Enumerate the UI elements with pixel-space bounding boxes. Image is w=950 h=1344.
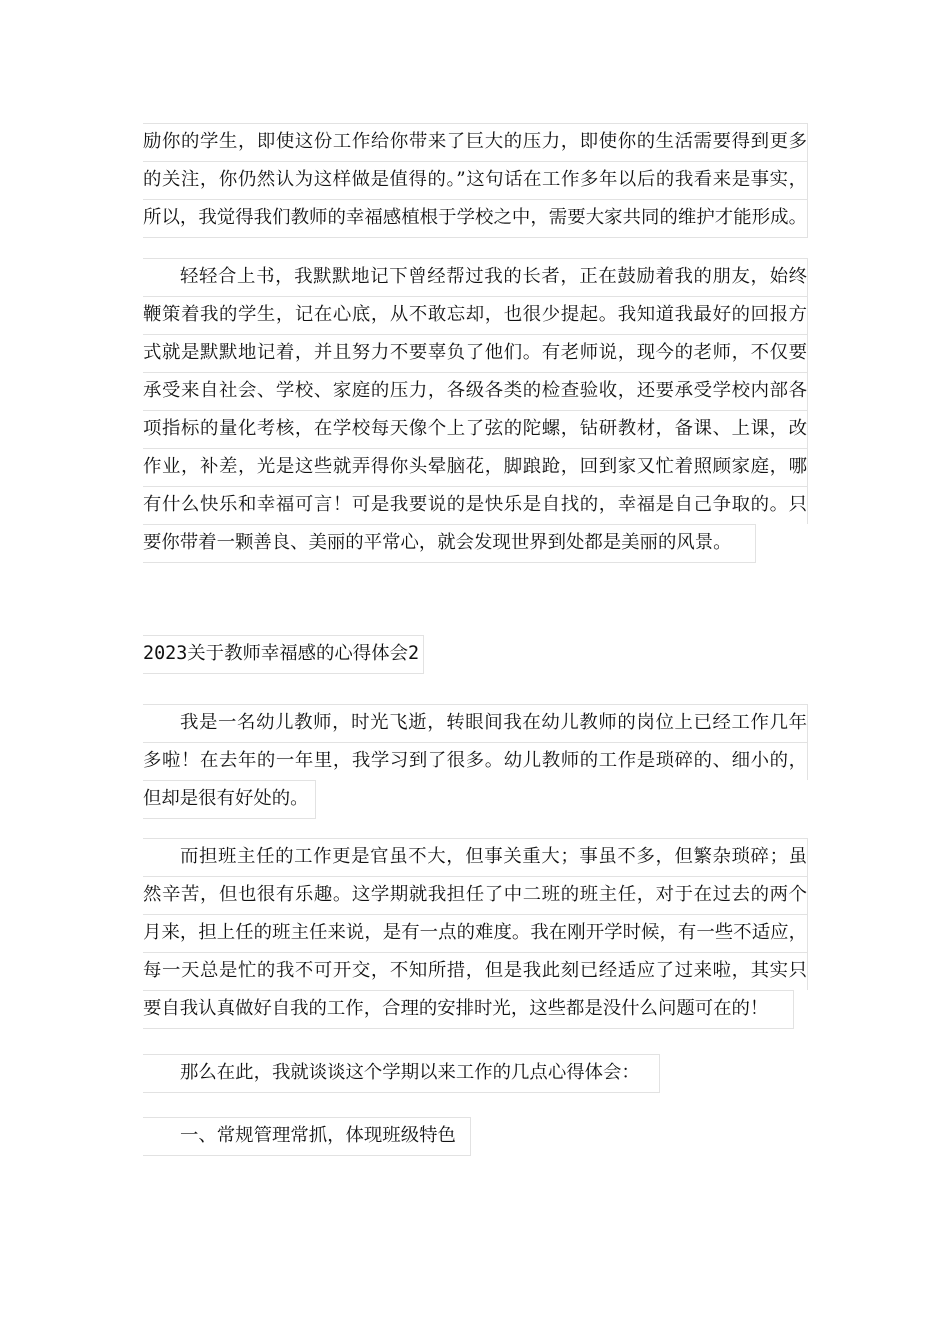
text-line: 我是一名幼儿教师，时光飞逝，转眼间我在幼儿教师的岗位上已经工作几年 xyxy=(143,704,808,742)
text-line: 而担班主任的工作更是官虽不大，但事关重大；事虽不多，但繁杂琐碎；虽 xyxy=(143,838,808,876)
text-line: 每一天总是忙的我不可开交，不知所措，但是我此刻已经适应了过来啦，其实只 xyxy=(143,952,808,990)
text-line: 一、常规管理常抓，体现班级特色 xyxy=(143,1117,471,1156)
text-line: 作业，补差，光是这些就弄得你头晕脑花，脚踉跄，回到家又忙着照顾家庭，哪 xyxy=(143,448,808,486)
paragraph-section-one xyxy=(143,1117,471,1156)
text-line: 的关注，你仍然认为这样做是值得的。”这句话在工作多年以后的我看来是事实， xyxy=(143,161,808,199)
paragraph-continuation xyxy=(143,123,808,238)
text-line: 多啦！在去年的一年里，我学习到了很多。幼儿教师的工作是琐碎的、细小的， xyxy=(143,742,808,780)
text-line: 所以，我觉得我们教师的幸福感植根于学校之中，需要大家共同的维护才能形成。 xyxy=(143,199,808,238)
text-line: 项指标的量化考核，在学校每天像个上了弦的陀螺，钻研教材，备课、上课，改 xyxy=(143,410,808,448)
text-line: 月来，担上任的班主任来说，是有一点的难度。我在刚开学时候，有一些不适应， xyxy=(143,914,808,952)
text-line: 要自我认真做好自我的工作，合理的安排时光，这些都是没什么问题可在的！ xyxy=(143,990,794,1029)
text-line: 励你的学生，即使这份工作给你带来了巨大的压力，即使你的生活需要得到更多 xyxy=(143,123,808,161)
text-line: 式就是默默地记着，并且努力不要辜负了他们。有老师说，现今的老师，不仅要 xyxy=(143,334,808,372)
paragraph-talk xyxy=(143,1054,660,1093)
text-line: 轻轻合上书，我默默地记下曾经帮过我的长者，正在鼓励着我的朋友，始终 xyxy=(143,258,808,296)
text-line: 有什么快乐和幸福可言！可是我要说的是快乐是自找的，幸福是自己争取的。只 xyxy=(143,486,808,524)
paragraph-book-reflection xyxy=(143,258,808,563)
text-line: 但却是很有好处的。 xyxy=(143,780,316,819)
text-line: 承受来自社会、学校、家庭的压力，各级各类的检查验收，还要承受学校内部各 xyxy=(143,372,808,410)
paragraph-intro xyxy=(143,704,808,819)
text-line: 鞭策着我的学生，记在心底，从不敢忘却，也很少提起。我知道我最好的回报方 xyxy=(143,296,808,334)
paragraph-class-teacher xyxy=(143,838,808,1029)
text-line: 要你带着一颗善良、美丽的平常心，就会发现世界到处都是美丽的风景。 xyxy=(143,524,756,563)
text-line: 然辛苦，但也很有乐趣。这学期就我担任了中二班的班主任，对于在过去的两个 xyxy=(143,876,808,914)
text-line: 那么在此，我就谈谈这个学期以来工作的几点心得体会： xyxy=(143,1054,660,1093)
section-heading: 2023关于教师幸福感的心得体会2 xyxy=(143,635,424,674)
